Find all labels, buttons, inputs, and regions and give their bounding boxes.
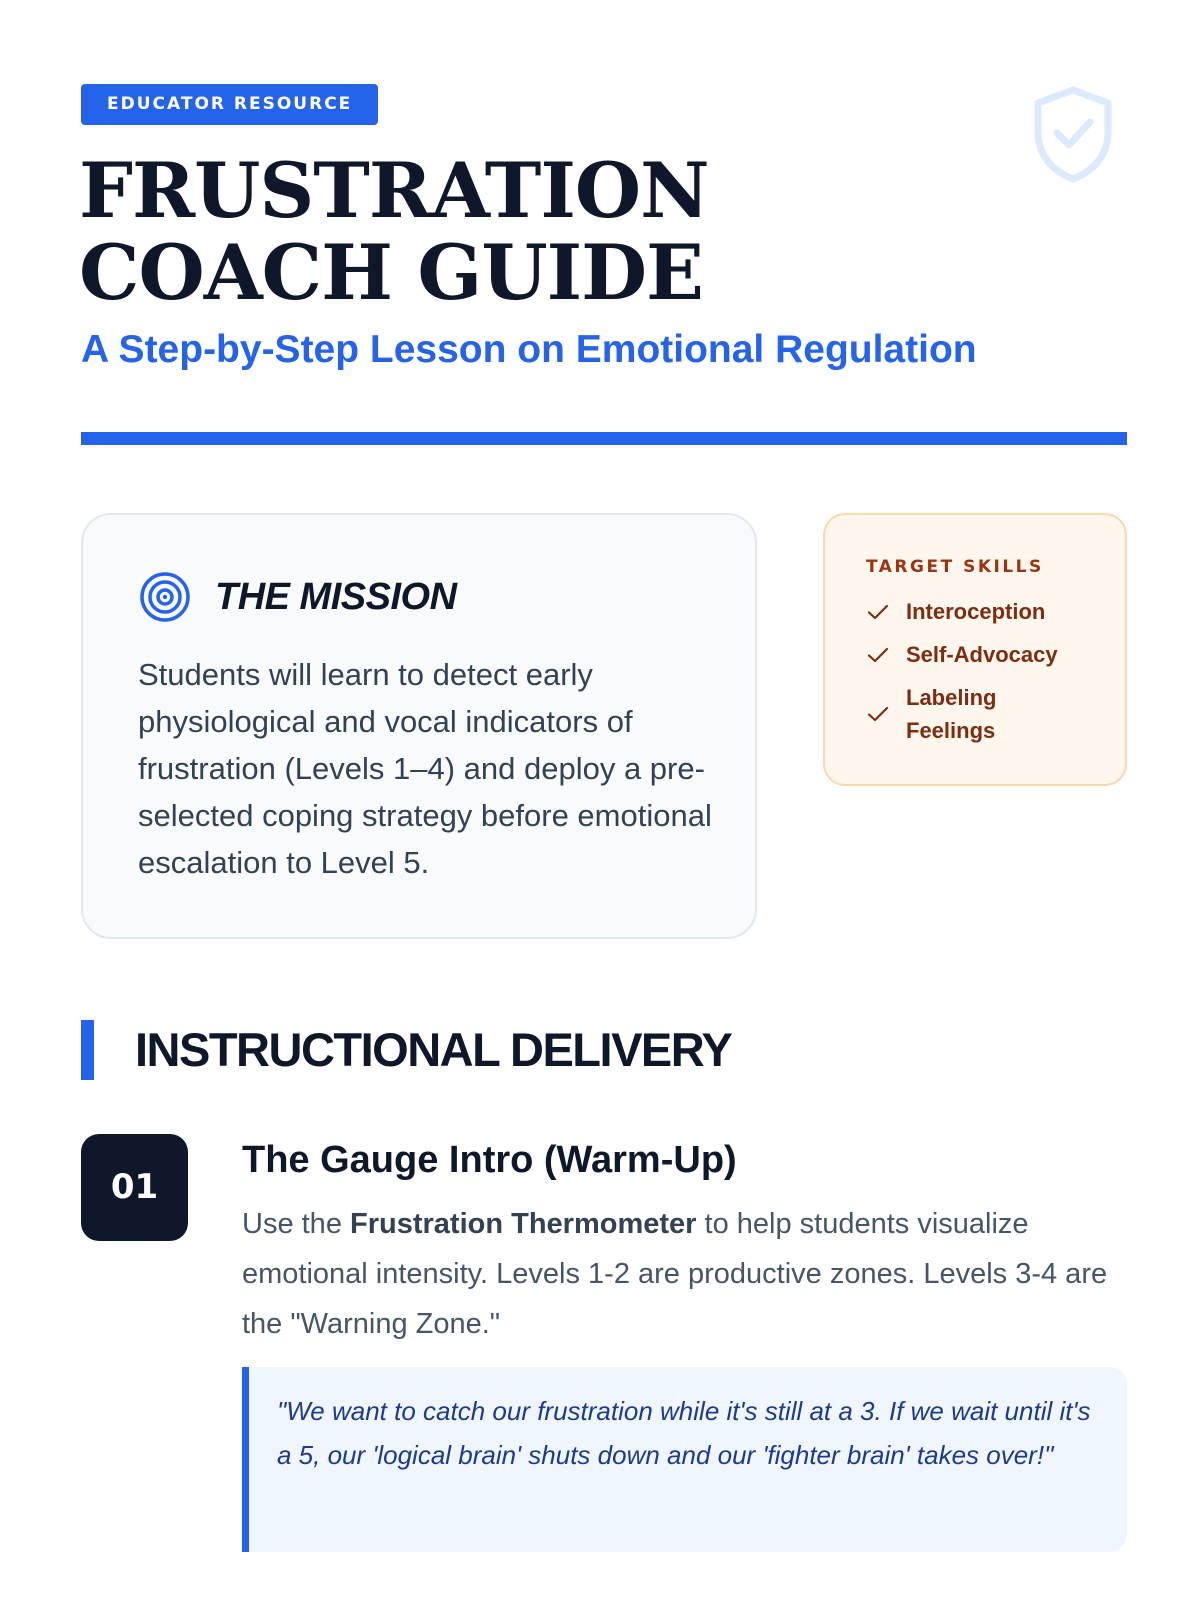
skill-label: Self-Advocacy <box>906 642 1058 667</box>
shield-check-icon <box>1030 84 1116 184</box>
target-skills-title: TARGET SKILLS <box>866 557 1044 577</box>
list-item <box>866 681 1076 747</box>
step-body <box>242 1199 1122 1349</box>
step-body-text: to help students visualize emotional intensity. Levels 1-2 are productive zones. Levels 3-4 are the "Warning Zone." <box>242 1208 1108 1340</box>
mission-text: Students will learn to detect early physiological and vocal indicators of frustration (Levels 1–4) and deploy a pre-selected coping strategy before emotional escalation to Level 5. <box>138 657 712 880</box>
check-icon <box>866 643 890 667</box>
list-item <box>866 638 1076 671</box>
check-icon <box>866 600 890 624</box>
list-item <box>866 595 1076 628</box>
mission-header <box>139 571 457 623</box>
header-divider <box>81 432 1127 445</box>
target-skills-card <box>823 513 1127 786</box>
step-body-emphasis: Frustration Thermometer <box>350 1208 697 1240</box>
skill-label: Interoception <box>906 599 1046 624</box>
teacher-script-quote: "We want to catch our frustration while it's still at a 3. If we wait until it's a 5, our 'logical brain' shuts down and our 'fighter brain' takes over!" <box>242 1367 1127 1552</box>
step-number: 01 <box>81 1134 188 1241</box>
page-title: FRUSTRATION COACH GUIDE <box>79 146 709 317</box>
mission-title: THE MISSION <box>215 575 457 618</box>
educator-resource-badge: EDUCATOR RESOURCE <box>81 84 378 125</box>
step-title: The Gauge Intro (Warm-Up) <box>242 1139 737 1181</box>
skill-list <box>866 595 1076 757</box>
skill-label: Labeling Feelings <box>906 685 997 743</box>
section-title: INSTRUCTIONAL DELIVERY <box>135 1023 732 1076</box>
mission-card <box>81 513 757 939</box>
check-icon <box>866 702 890 726</box>
step-body-text: Use the <box>242 1208 350 1240</box>
target-icon <box>139 571 191 623</box>
page-subtitle: A Step-by-Step Lesson on Emotional Regulation <box>81 328 977 371</box>
section-accent-bar <box>81 1020 94 1080</box>
